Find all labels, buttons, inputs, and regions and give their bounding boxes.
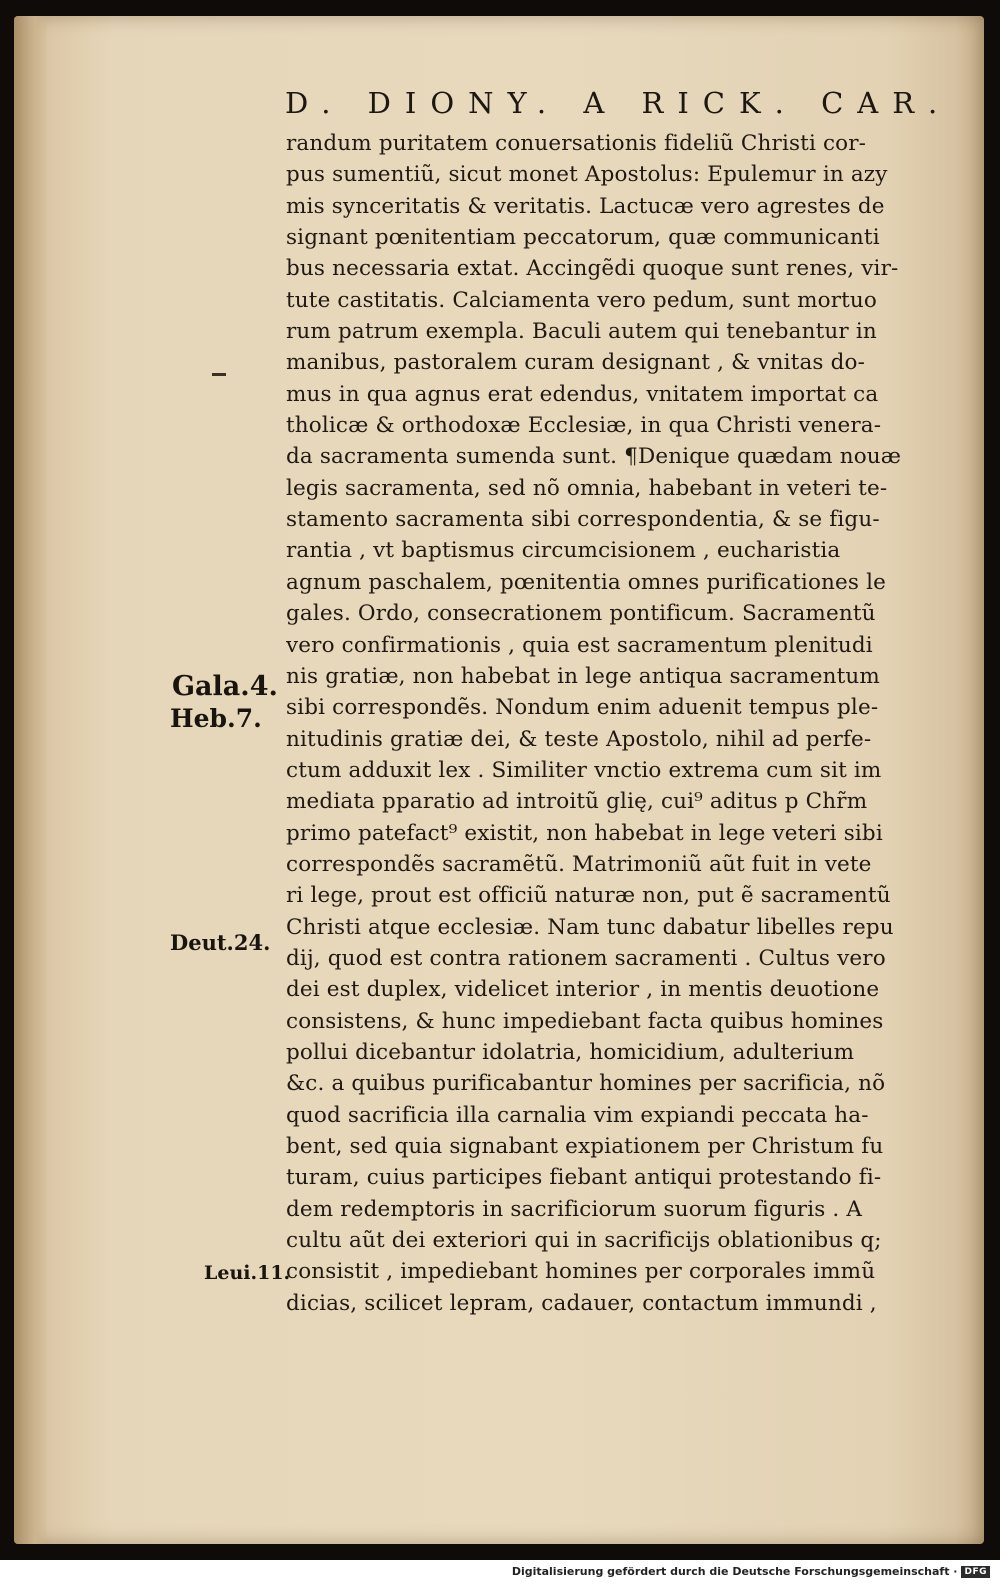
text-line: vero confirmationis , quia est sacramentum plenitudi	[286, 632, 873, 658]
text-line: correspondẽs sacramẽtũ. Matrimoniũ aũt fuit in vete	[286, 851, 872, 877]
text-line: rum patrum exempla. Baculi autem qui tenebantur in	[286, 319, 877, 345]
text-line: mis synceritatis & veritatis. Lactucæ vero agrestes de	[286, 193, 885, 219]
text-line: pollui dicebantur idolatria, homicidium, adulterium	[286, 1039, 855, 1065]
text-line: dicias, scilicet lepram, cadauer, contactum immundi ,	[286, 1290, 877, 1316]
running-head: D. DIONY. A RICK. CAR.	[285, 86, 952, 120]
text-line: tholicæ & orthodoxæ Ecclesiæ, in qua Christi venera-	[286, 413, 882, 439]
text-line: dij, quod est contra rationem sacramenti . Cultus vero	[286, 945, 886, 971]
text-line: mediata pparatio ad introitũ glię, cui⁹ aditus p Chr̃m	[286, 789, 868, 815]
text-line: ri lege, prout est officiũ naturæ non, put ẽ sacramentũ	[286, 883, 891, 909]
text-line: bus necessaria extat. Accingẽdi quoque sunt renes, vir-	[286, 256, 899, 282]
text-line: &c. a quibus purificabantur homines per sacrificia, nõ	[286, 1071, 886, 1097]
text-line: consistit , impediebant homines per corporales immũ	[286, 1259, 876, 1285]
text-line: dei est duplex, videlicet interior , in mentis deuotione	[286, 977, 880, 1003]
text-line: cultu aũt dei exteriori qui in sacrificijs oblationibus q;	[286, 1228, 882, 1254]
text-line: stamento sacramenta sibi correspondentia, & se figu-	[286, 507, 880, 533]
margin-note-leui: Leui.11.	[204, 1262, 291, 1284]
text-line: gales. Ordo, consecrationem pontificum. Sacramentũ	[286, 601, 876, 627]
page-binding-edge	[14, 16, 48, 1544]
text-line: rantia , vt baptismus circumcisionem , eucharistia	[286, 538, 841, 564]
text-line: quod sacrificia illa carnalia vim expiandi peccata ha-	[286, 1102, 869, 1128]
margin-dash-mark	[212, 373, 226, 376]
digitization-footer	[512, 1565, 990, 1578]
text-line: consistens, & hunc impediebant facta quibus homines	[286, 1008, 884, 1034]
text-line: ctum adduxit lex . Similiter vnctio extrema cum sit im	[286, 757, 882, 783]
text-line: mus in qua agnus erat edendus, vnitatem importat ca	[286, 381, 879, 407]
text-line: manibus, pastoralem curam designant , & vnitas do-	[286, 350, 866, 376]
text-line: randum puritatem conuersationis fideliũ Christi cor-	[286, 131, 867, 156]
text-line: da sacramenta sumenda sunt. ¶Denique quædam nouæ	[286, 444, 902, 470]
margin-note-heb: Heb.7.	[170, 704, 262, 733]
text-line: sibi correspondẽs. Nondum enim aduenit tempus ple-	[286, 695, 879, 721]
margin-note-deut: Deut.24.	[170, 930, 271, 955]
text-line: nitudinis gratiæ dei, & teste Apostolo, nihil ad perfe-	[286, 726, 872, 752]
text-line: legis sacramenta, sed nõ omnia, habebant in veteri te-	[286, 475, 888, 501]
dfg-logo: DFG	[961, 1566, 990, 1578]
text-line: agnum paschalem, pœnitentia omnes purificationes le	[286, 569, 886, 595]
text-line: primo patefact⁹ existit, non habebat in lege veteri sibi	[286, 820, 883, 846]
footer-credit-text: Digitalisierung gefördert durch die Deutsche Forschungsgemeinschaft ·	[511, 1565, 958, 1578]
text-line: nis gratiæ, non habebat in lege antiqua sacramentum	[286, 663, 880, 689]
text-line: tute castitatis. Calciamenta vero pedum, sunt mortuo	[286, 287, 878, 313]
body-text	[286, 128, 976, 1319]
text-line: bent, sed quia signabant expiationem per Christum fu	[286, 1134, 884, 1159]
text-line: Christi atque ecclesiæ. Nam tunc dabatur libelles repu	[286, 914, 894, 940]
text-line: dem redemptoris in sacrificiorum suorum figuris . A	[286, 1196, 863, 1222]
margin-note-gala: Gala.4.	[172, 671, 278, 702]
text-line: signant pœnitentiam peccatorum, quæ communicanti	[286, 225, 880, 251]
text-line: pus sumentiũ, sicut monet Apostolus: Epulemur in azy	[286, 162, 888, 188]
text-line: turam, cuius participes fiebant antiqui protestando fi-	[286, 1165, 882, 1191]
